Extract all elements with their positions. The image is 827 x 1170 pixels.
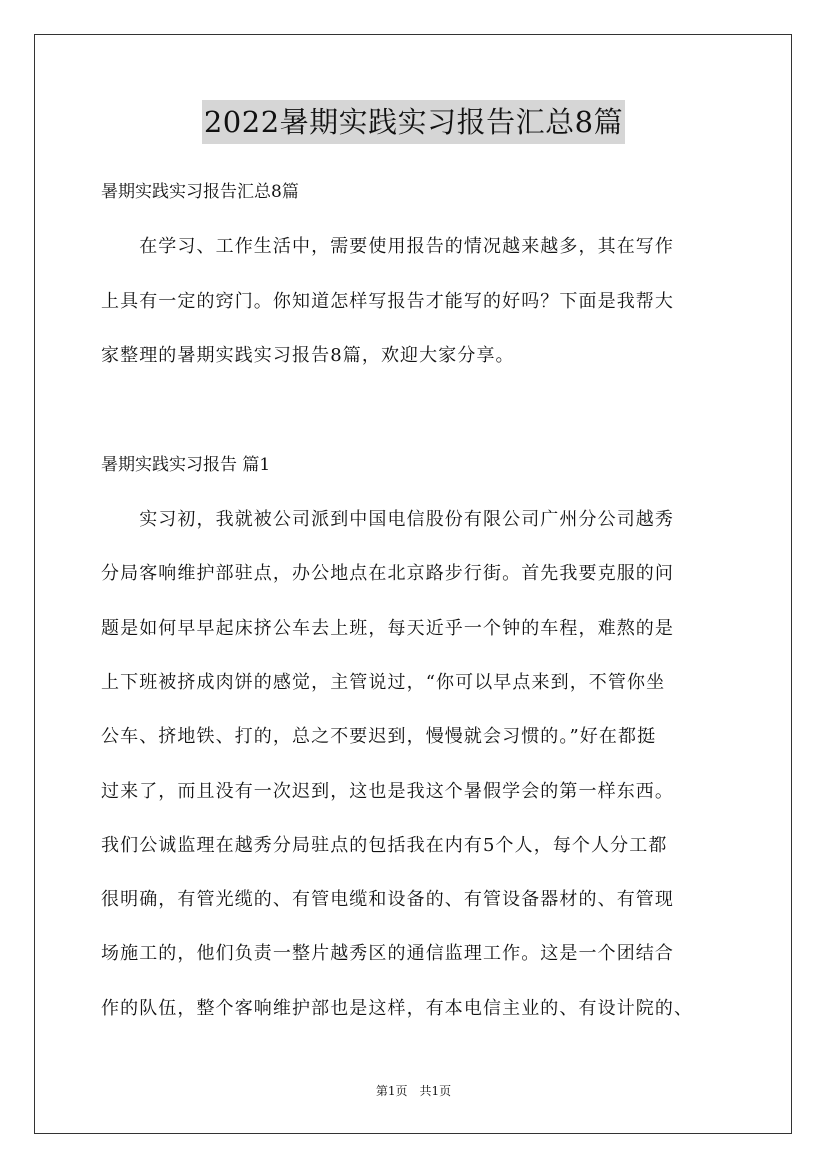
body-line-4: 上下班被挤成肉饼的感觉，主管说过，“你可以早点来到，不管你坐 [101, 672, 666, 693]
intro-line-3: 家整理的暑期实践实习报告8篇，欢迎大家分享。 [101, 345, 515, 366]
body-line-10: 作的队伍，整个客响维护部也是这样，有本电信主业的、有设计院的、 [101, 998, 694, 1019]
body-line-6: 过来了，而且没有一次迟到，这也是我这个暑假学会的第一样东西。 [101, 781, 674, 802]
title-block [0, 100, 827, 144]
body-line-5: 公车、挤地铁、打的，总之不要迟到，慢慢就会习惯的。”好在都挺 [101, 726, 657, 747]
body-line-3: 题是如何早早起床挤公车去上班，每天近乎一个钟的车程，难熬的是 [101, 618, 674, 639]
body-line-2: 分局客响维护部驻点，办公地点在北京路步行街。首先我要克服的问 [101, 563, 674, 584]
body-line-8: 很明确，有管光缆的、有管电缆和设备的、有管设备器材的、有管现 [101, 889, 674, 910]
intro-line-1: 在学习、工作生活中，需要使用报告的情况越来越多，其在写作 [101, 236, 674, 257]
body-line-7: 我们公诚监理在越秀分局驻点的包括我在内有5个人，每个人分工都 [101, 835, 668, 856]
document-title: 2022暑期实践实习报告汇总8篇 [202, 100, 625, 144]
body-line-1: 实习初，我就被公司派到中国电信股份有限公司广州分公司越秀 [101, 509, 674, 530]
page-footer: 第1页 共1页 [375, 1084, 452, 1098]
body-line-9: 场施工的，他们负责一整片越秀区的通信监理工作。这是一个团结合 [101, 943, 674, 964]
section-heading: 暑期实践实习报告 篇1 [101, 455, 271, 475]
intro-line-2: 上具有一定的窍门。你知道怎样写报告才能写的好吗？下面是我帮大 [101, 291, 674, 312]
document-subtitle: 暑期实践实习报告汇总8篇 [101, 182, 299, 202]
